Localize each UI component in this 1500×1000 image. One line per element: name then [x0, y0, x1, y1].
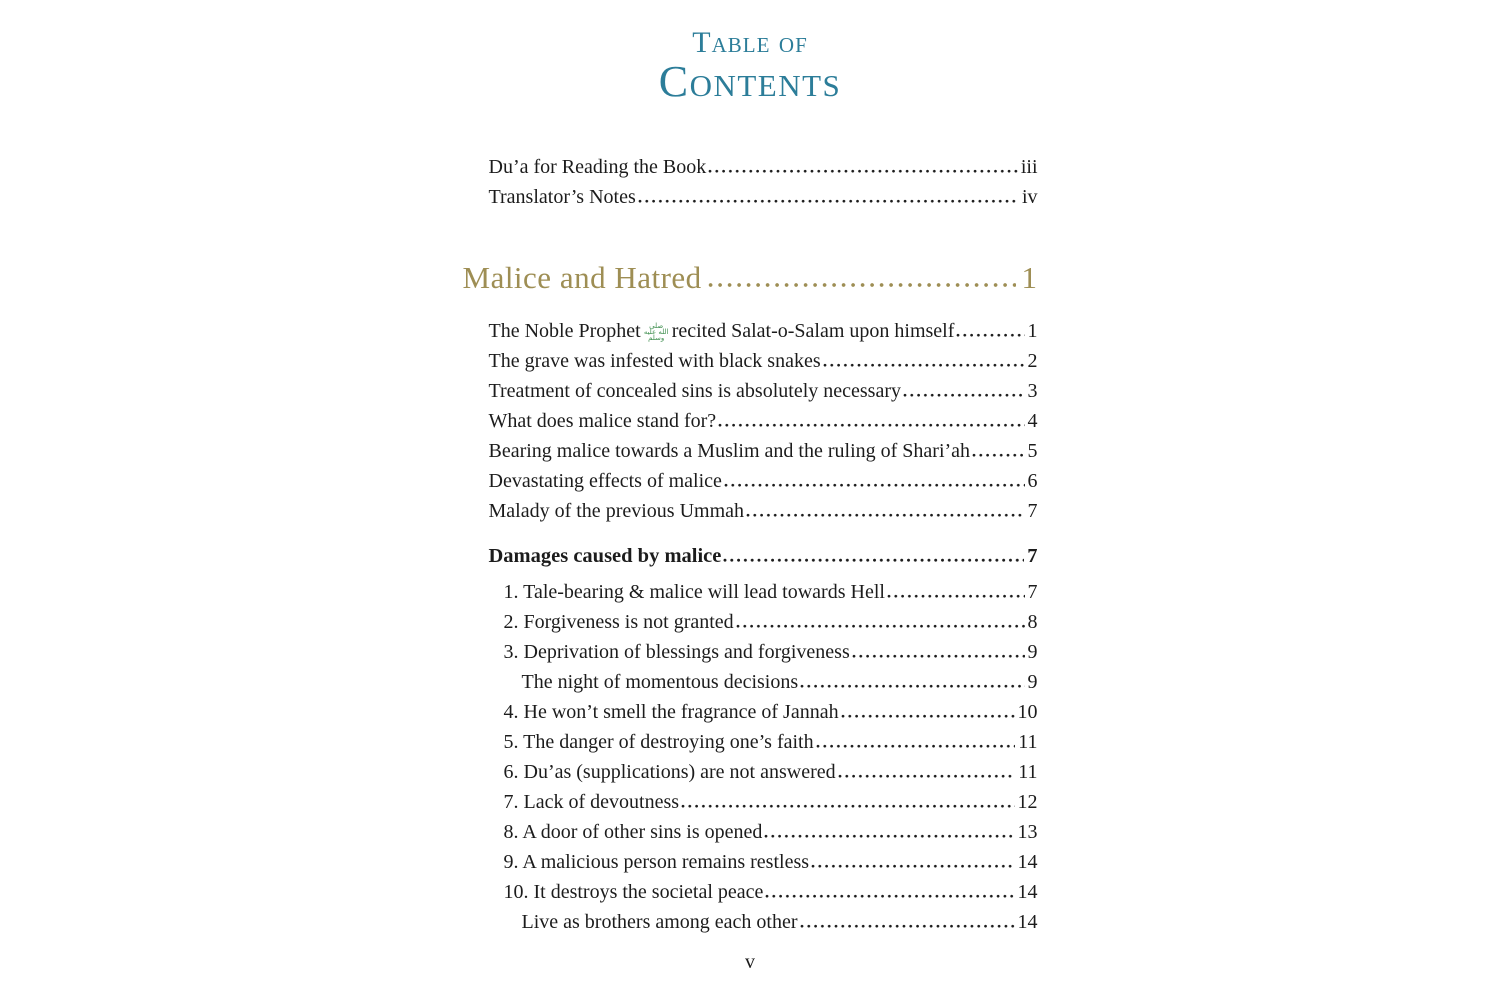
toc-entry-label: 2. Forgiveness is not granted [503, 611, 734, 633]
toc-entry-page: 7 [1027, 581, 1038, 603]
toc-entry-label: The night of momentous decisions [521, 671, 799, 693]
toc-entry-page: 14 [1017, 911, 1038, 933]
toc-entry-label: 9. A malicious person remains restless [503, 851, 810, 873]
toc-entry-page: 14 [1017, 851, 1038, 873]
dot-leader [746, 513, 1025, 517]
toc-entry-page: 4 [1027, 410, 1038, 432]
dot-leader [708, 282, 1016, 288]
dot-leader [841, 714, 1015, 718]
toc-entry-label: Translator’s Notes [488, 186, 636, 208]
toc-entry-page: 6 [1027, 470, 1038, 492]
dot-leader [718, 423, 1024, 427]
toc-entry [463, 376, 1038, 406]
toc-entry-label: Malady of the previous Ummah [488, 500, 744, 522]
subsection-heading [463, 541, 1038, 571]
toc-entry [463, 877, 1038, 907]
toc-entry [463, 316, 1038, 346]
dot-leader [972, 453, 1024, 457]
toc-entry-label: 4. He won’t smell the fragrance of Jannah [503, 701, 839, 723]
toc-entry-page: 9 [1027, 641, 1038, 663]
toc-entry-label: 10. It destroys the societal peace [503, 881, 764, 903]
toc-entry-label: Bearing malice towards a Muslim and the ruling of Shari’ah [488, 440, 971, 462]
toc-entry [463, 667, 1038, 697]
toc-entry [463, 817, 1038, 847]
toc-entry-label: 8. A door of other sins is opened [503, 821, 763, 843]
dot-leader [764, 834, 1014, 838]
toc-entry [463, 697, 1038, 727]
toc-entry [463, 727, 1038, 757]
dot-leader [724, 483, 1025, 487]
toc-entry-label: 5. The danger of destroying one’s faith [503, 731, 814, 753]
subsection-heading-page: 7 [1027, 545, 1038, 567]
dot-leader [800, 924, 1015, 928]
dot-leader [816, 744, 1016, 748]
toc-entry-label: Live as brothers among each other [521, 911, 798, 933]
toc-entry-label: The Noble Prophet صلى الله عليه وسلم recited Salat-o-Salam upon himself [488, 320, 955, 342]
toc-entry [463, 406, 1038, 436]
toc-entry-label: 3. Deprivation of blessings and forgiveness [503, 641, 850, 663]
dot-leader [903, 393, 1025, 397]
toc-entry-label: What does malice stand for? [488, 410, 717, 432]
toc-entry [463, 847, 1038, 877]
dot-leader [887, 594, 1025, 598]
toc-entry-page: 9 [1027, 671, 1038, 693]
toc-entry [463, 182, 1038, 212]
toc-entry-page: 13 [1017, 821, 1038, 843]
subsection-heading-label: Damages caused by malice [488, 545, 722, 567]
toc-entry-page: 5 [1027, 440, 1038, 462]
dot-leader [823, 363, 1025, 367]
toc-entry-page: 11 [1018, 731, 1038, 753]
chapter-heading-label: Malice and Hatred [462, 260, 702, 295]
subsection-item-list [463, 577, 1038, 937]
toc-entry [463, 346, 1038, 376]
toc-entry [463, 496, 1038, 526]
dot-leader [723, 558, 1024, 562]
chapter-entry-list [463, 316, 1038, 526]
toc-entry-page: 2 [1027, 350, 1038, 372]
toc-entry-label: Treatment of concealed sins is absolutely necessary [488, 380, 901, 402]
toc-entry [463, 152, 1038, 182]
chapter-heading [463, 258, 1038, 298]
toc-entry [463, 577, 1038, 607]
toc-entry-page: 1 [1027, 320, 1038, 342]
dot-leader [811, 864, 1014, 868]
dot-leader [765, 894, 1014, 898]
dot-leader [852, 654, 1025, 658]
toc-entry-page: 3 [1027, 380, 1038, 402]
toc-entry-page: 12 [1017, 791, 1038, 813]
toc-entry-page: 7 [1027, 500, 1038, 522]
toc-entry [463, 757, 1038, 787]
page-number: v [745, 951, 755, 973]
toc-entry [463, 466, 1038, 496]
dot-leader [800, 684, 1024, 688]
toc-entry-label: Du’a for Reading the Book [488, 156, 707, 178]
toc-entry-label: Devastating effects of malice [488, 470, 722, 492]
dot-leader [956, 333, 1024, 337]
toc-entry [463, 787, 1038, 817]
toc-entry-page: 8 [1027, 611, 1038, 633]
chapter-heading-page: 1 [1021, 260, 1038, 295]
toc-entry-page: iv [1021, 186, 1038, 208]
toc-entry [463, 607, 1038, 637]
toc-entry-label: The grave was infested with black snakes [488, 350, 821, 372]
toc-entry [463, 637, 1038, 667]
toc-entry-label: 7. Lack of devoutness [503, 791, 680, 813]
page-title-line2: Contents [658, 57, 842, 106]
dot-leader [708, 169, 1018, 173]
dot-leader [838, 774, 1016, 778]
content-column [463, 152, 1038, 937]
dot-leader [736, 624, 1025, 628]
prophet-honorific-symbol: صلى الله عليه وسلم [643, 322, 669, 342]
toc-entry [463, 436, 1038, 466]
toc-entry-label: 6. Du’as (supplications) are not answered [503, 761, 836, 783]
dot-leader [638, 199, 1019, 203]
toc-entry-page: iii [1020, 156, 1038, 178]
toc-entry-label: 1. Tale-bearing & malice will lead towards Hell [503, 581, 885, 603]
toc-entry-page: 14 [1017, 881, 1038, 903]
toc-entry-page: 11 [1018, 761, 1038, 783]
dot-leader [681, 804, 1014, 808]
toc-entry [463, 907, 1038, 937]
toc-entry-page: 10 [1017, 701, 1038, 723]
page-title-line1: Table of [692, 26, 808, 59]
front-matter-list [463, 152, 1038, 212]
page-title [0, 0, 1500, 104]
